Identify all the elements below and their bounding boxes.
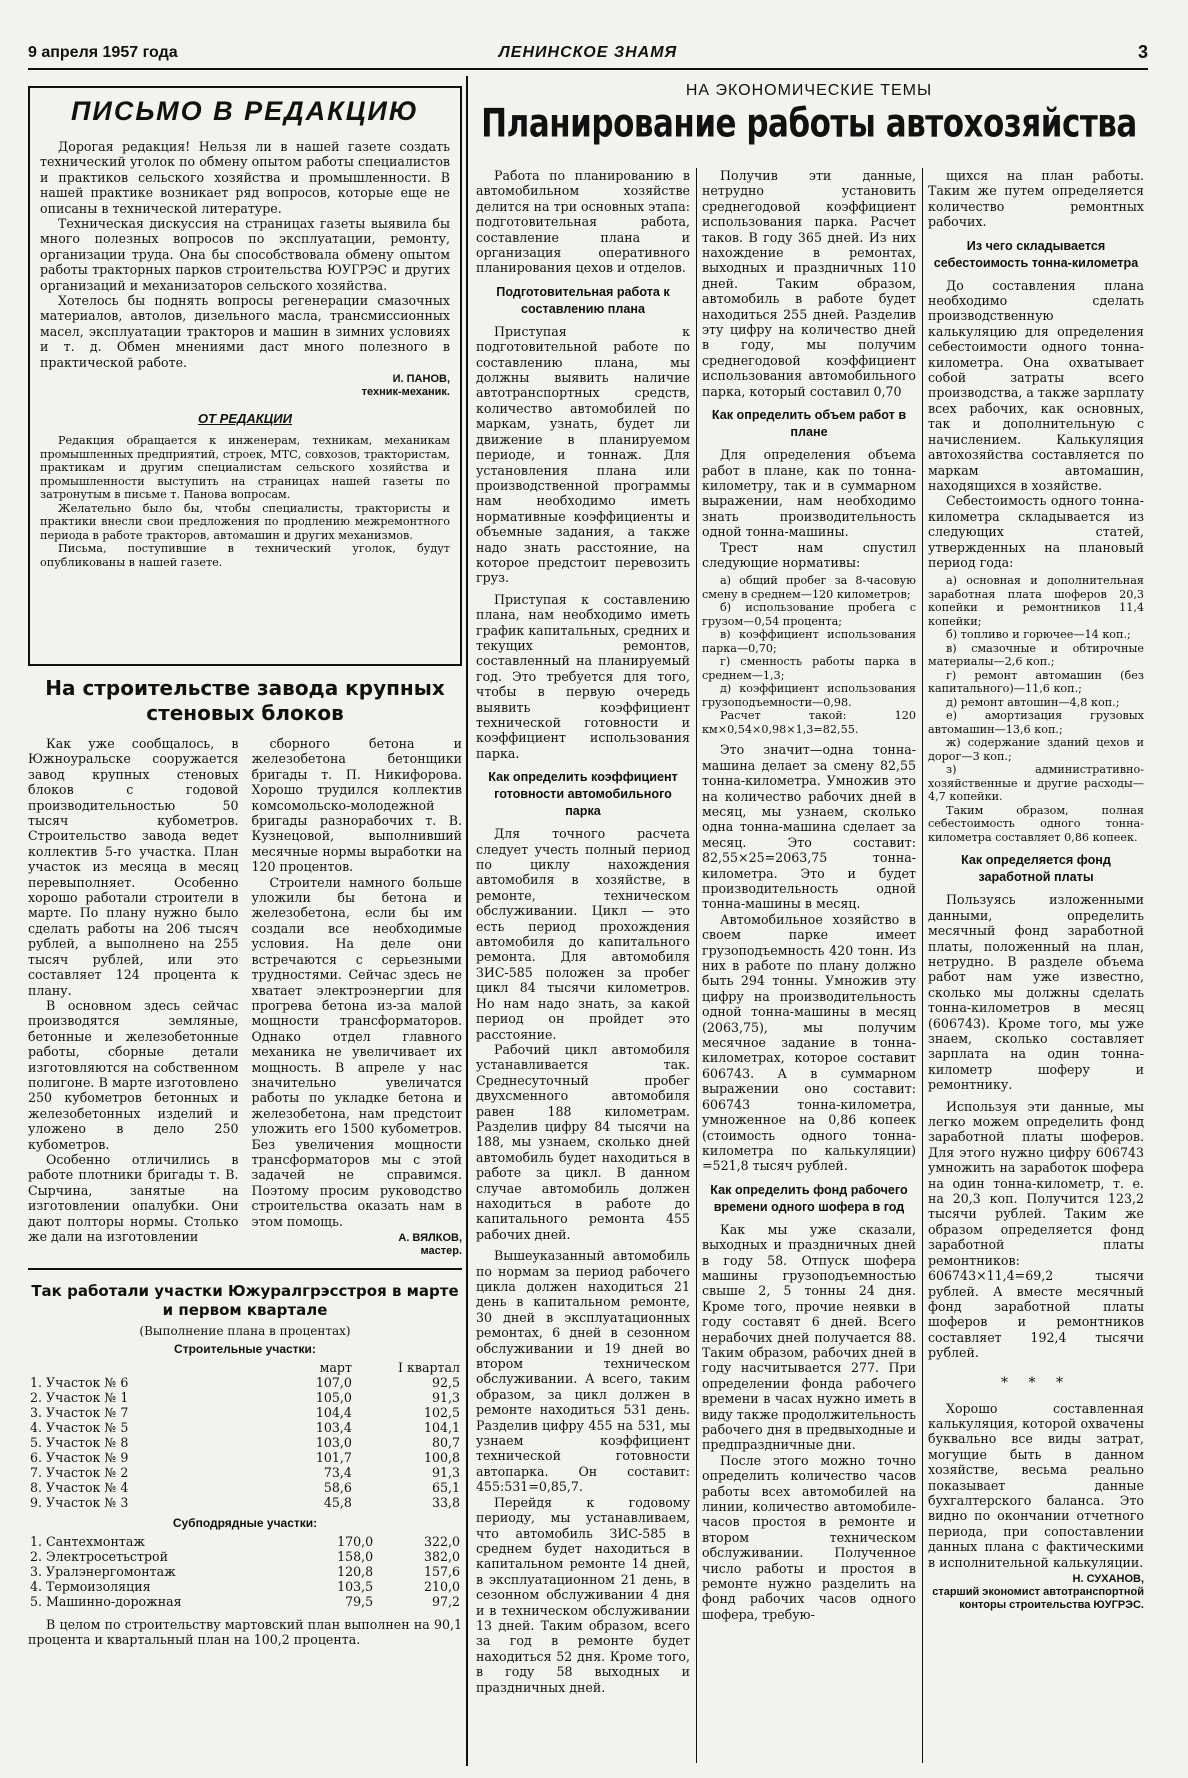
- subheading: Как определить коэффициент готовности автомобильного парка: [488, 770, 678, 819]
- issue-date: 9 апреля 1957 года: [28, 44, 178, 61]
- cost-total: Таким образом, полная себестоимость одного тонна-километра составляет 0,86 копеек.: [928, 803, 1144, 844]
- results-table-construction: [28, 1360, 462, 1510]
- factory-paragraph: Особенно отличились в работе плотники бригады т. В. Сырчина, занятые на изготовлении опалубки. Они дают полторы нормы. Столько же дали на изготовлении: [28, 1151, 239, 1244]
- section-kicker: НА ЭКОНОМИЧЕСКИЕ ТЕМЫ: [685, 82, 933, 99]
- subheading: Как определяется фонд заработной платы: [961, 853, 1111, 885]
- editor-paragraph: Желательно было бы, чтобы специалисты, трактористы и практики внесли свои предложения по продлению межремонтного периода в работе тракторов, автомашин и других механизмов.: [40, 501, 450, 542]
- row-quarter: 91,3: [431, 1465, 460, 1480]
- row-march: 73,4: [323, 1465, 352, 1480]
- row-name: 8. Участок № 4: [30, 1480, 129, 1495]
- norm-item: б) использование пробега с грузом—0,54 процента;: [702, 601, 916, 628]
- page-number: 3: [1137, 42, 1148, 62]
- factory-paragraph: Строители намного больше уложили бы бетона и железобетона, если бы им создали все необходимые условия. На деле они встречаются с серьезными трудностями. Сейчас здесь не хватает электроэнергии для прогрева бетона из-за малой мощности трансформаторов. Однако отдел главного механика не увеличивает их мощность. В апреле у нас значительно увеличатся работы по укладке бетона и железобетона, нам предстоит уложить его 1500 кубометров. Без увеличения мощности трансформаторов мы с этой задачей не справимся. Поэтому просим руководство строительства оказать нам в этом помощь.: [251, 874, 462, 1229]
- table-row: [28, 1534, 462, 1549]
- cost-item: д) ремонт автошин—4,8 коп.;: [946, 695, 1120, 709]
- row-march: 170,0: [337, 1534, 374, 1549]
- article-paragraph: Вышеуказанный автомобиль по нормам за период рабочего цикла должен находиться 21 день в капитальном ремонте, 30 дней в эксплуатационных ремонтах, 6 дней в сезонном обслуживании и 19 дней во втором техническом обслуживании. А всего, таким образом, за цикл должен в ремонте находиться 531 день. Разделив цифру 455 на 531, мы узнаем коэффициент технической готовности автопарка. Он составит: 455:531=0,85,7.: [476, 1248, 690, 1495]
- row-quarter: 97,2: [431, 1594, 460, 1609]
- norm-item: а) общий пробег за 8-часовую смену в среднем—120 километров;: [702, 574, 916, 601]
- table-footer: В целом по строительству мартовский план выполнен на 90,1 процента и квартальный план на 100,2 процента.: [28, 1617, 462, 1648]
- article-signature: Н. СУХАНОВ, старший экономист автотранспортной конторы строительства ЮУГРЭС.: [932, 1573, 1144, 1611]
- row-quarter: 157,6: [423, 1564, 460, 1579]
- row-march: 107,0: [315, 1375, 352, 1390]
- factory-paragraph: сборного бетона и железобетона бетонщики бригады т. П. Никифорова. Хорошо трудился коллектив комсомольско-молодежной бригады разнорабочих т. В. Кузнецовой, выполнивший месячные нормы выработки на 120 процентов.: [251, 736, 462, 875]
- norm-item: г) сменность работы парка в среднем—1,3;: [702, 655, 916, 682]
- col-header-march: март: [319, 1360, 352, 1375]
- table-row: [28, 1450, 462, 1465]
- factory-paragraph: В основном здесь сейчас производятся земляные, бетонные и железобетонные работы, сборные детали изготовляются на собственном полигоне. В марте изготовлено 250 кубометров бетонных и железобетонных изделий и уложено в дело 250 кубометров.: [28, 997, 239, 1152]
- article-paragraph: Как мы уже сказали, выходных и праздничных дней в году 58. Отпуск шофера машины грузоподъемностью свыше 2, 5 тонны 24 дня. Кроме того, прочие неявки в году составят 6 дней. Всего нерабочих дней получается 88. Таким образом, рабочих дней в году насчитывается 277. При определении фонда рабочего времени в часах нужно иметь в виду также продолжительность рабочего дня в предвыходные и предпраздничные дни.: [702, 1221, 916, 1453]
- table-row: [28, 1465, 462, 1480]
- column-rule: [696, 168, 697, 1763]
- letter-paragraph: Дорогая редакция! Нельзя ли в нашей газете создать технический уголок по обмену опытом работы специалистов и практиков сельского хозяйства и промышленности. В нашей практике возникает ряд вопросов, которые еще не описаны в технической литературе.: [40, 139, 450, 216]
- table-row: [28, 1549, 462, 1564]
- letter-title: ПИСЬМО В РЕДАКЦИЮ: [71, 96, 419, 126]
- table-row: [28, 1375, 462, 1390]
- row-name: 3. Участок № 7: [30, 1405, 129, 1420]
- masthead: [28, 40, 1148, 70]
- table-row: [28, 1579, 462, 1594]
- factory-title: На строительстве завода крупных стеновых блоков: [45, 676, 445, 725]
- article-paragraph: Это значит—одна тонна-машина делает за смену 82,55 тонна-километра. Умножив это на количество рабочих дней в месяц, мы узнаем, сколько одна тонна-машина сделает за месяц. Это составит: 82,55×25=2063,75 тонна-километра. Это и будет производительность одной тонна-машины в месяц.: [702, 742, 916, 912]
- section-separator: * * *: [1001, 1374, 1071, 1391]
- row-march: 103,0: [315, 1435, 352, 1450]
- col-header-quarter: I квартал: [398, 1360, 460, 1375]
- table-subtitle: (Выполнение плана в процентах): [139, 1324, 351, 1338]
- subheading: Как определить фонд рабочего времени одного шофера в год: [710, 1182, 908, 1214]
- divider: [28, 1268, 462, 1270]
- article-paragraph: Автомобильное хозяйство в своем парке имеет грузоподъемность 420 тонн. Из них в работе по плану должно быть 294 тонны. Умножив эту цифру на производительность одной тонна-машины в месяц (2063,75), мы получим месячное задание в тонна-километрах, которое составит 606743. А в суммарном выражении оно составит: 606743 тонна-километра, умноженное на 0,86 копеек (стоимость одного тонна-километра по калькуляции) =521,8 тысяч рублей.: [702, 911, 916, 1174]
- row-march: 158,0: [337, 1549, 374, 1564]
- row-quarter: 104,1: [423, 1420, 460, 1435]
- table-row: [28, 1390, 462, 1405]
- article-column-2: [702, 168, 916, 1622]
- table-title: Так работали участки Южуралгрэсстроя в марте и первом квартале: [31, 1282, 459, 1319]
- table-group-title: Субподрядные участки:: [172, 1516, 318, 1530]
- norm-item: в) коэффициент использования парка—0,70;: [702, 628, 916, 655]
- subheading: Как определить объем работ в плане: [711, 408, 907, 440]
- row-march: 103,5: [337, 1579, 374, 1594]
- editor-paragraph: Редакция обращается к инженерам, техникам, механикам промышленных предприятий, строек, МТС, совхозов, трактористам, практикам и другим специалистам сельского хозяйства и промышленности выступить на страницах нашей газеты по затронутым в письме т. Панова вопросам.: [40, 434, 450, 502]
- table-row: [28, 1564, 462, 1579]
- row-march: 79,5: [345, 1594, 374, 1609]
- row-march: 103,4: [315, 1420, 352, 1435]
- article-paragraph: Получив эти данные, нетрудно установить среднегодовой коэффициент использования парка. Расчет таков. В году 365 дней. Из них нахождение в ремонтах, выходных и праздничных 110 дней. Таким образом, автомобиль в работе будет находиться 255 дней. Разделив эту цифру на количество дней в году, мы получим среднегодовой коэффициент использования автомобильного парка, который составил 0,70: [702, 168, 916, 399]
- article-paragraph: Рабочий цикл автомобиля устанавливается так. Среднесуточный пробег двухсменного автомобиля равен 188 километрам. Разделив цифру 84 тысячи на 188, мы узнаем, сколько дней автомобиль будет находиться в работе за цикл. В данном случае автомобиль должен находиться в работе до капитального ремонта 455 рабочих дней.: [476, 1041, 690, 1242]
- row-quarter: 91,3: [431, 1390, 460, 1405]
- editor-note-title: ОТ РЕДАКЦИИ: [198, 411, 292, 427]
- factory-article: [28, 676, 462, 1258]
- row-march: 45,8: [323, 1495, 352, 1510]
- newspaper-title: ЛЕНИНСКОЕ ЗНАМЯ: [498, 44, 678, 61]
- cost-item: а) основная и дополнительная заработная плата шоферов 20,3 копейки и ремонтников 11,4 копейки;: [928, 574, 1144, 628]
- subheading: Из чего складывается себестоимость тонна-километра: [933, 238, 1139, 270]
- article-column-3: [928, 168, 1144, 1612]
- row-name: 2. Участок № 1: [30, 1390, 129, 1405]
- results-table-section: [28, 1282, 462, 1648]
- cost-item: ж) содержание зданий цехов и дорог—3 коп.;: [928, 736, 1144, 763]
- article-paragraph: Для точного расчета следует учесть полный период по циклу нахождения автомобиля в хозяйстве, в ремонте, техническом обслуживании. Цикл — это есть период прохождения автомобиля до капитального ремонта. Для автомобиля ЗИС-585 положен за пробег цикл 84 тысячи километров. Но нам надо знать, за какой период он пройдет это расстояние.: [476, 826, 690, 1042]
- row-quarter: 382,0: [423, 1549, 460, 1564]
- article-paragraph: Хорошо составленная калькуляция, которой охвачены буквально все виды затрат, могущие быть в данном хозяйстве, весьма реально показывает данные бухгалтерского баланса. Это видно по окончании отчетного периода, при сопоставлении данных плана с фактическими в исполнительной калькуляции.: [928, 1400, 1144, 1570]
- editor-paragraph: Письма, поступившие в технический уголок, будут опубликованы в нашей газете.: [40, 542, 450, 569]
- row-march: 58,6: [323, 1480, 352, 1495]
- column-rule: [466, 76, 468, 1766]
- article-paragraph: После этого можно точно определить количество часов работы всех автомобилей на линии, количество автомобиле-часов простоя в ремонте и втором техническом обслуживании. Полученное число работы и простоя в ремонте нужно разделить на фонд рабочих часов одного шофера, требую-: [702, 1452, 916, 1622]
- table-row: [28, 1495, 462, 1510]
- row-march: 105,0: [315, 1390, 352, 1405]
- cost-item: г) ремонт автомашин (без капитального)—11,6 коп.;: [928, 668, 1144, 696]
- row-name: 5. Участок № 8: [30, 1435, 129, 1450]
- row-march: 120,8: [337, 1564, 374, 1579]
- cost-item: б) топливо и горючее—14 коп.;: [946, 628, 1131, 642]
- article-paragraph: щихся на план работы. Таким же путем определяется количество ремонтных рабочих.: [928, 168, 1144, 230]
- letter-to-editor: [28, 86, 462, 666]
- letter-paragraph: Хотелось бы поднять вопросы регенерации смазочных материалов, автолов, дизельного масла, трансмиссионных масел, эксплуатации тракторов и машин в зимних условиях и т. д. Обмен мнениями даст много полезного в практической работе.: [40, 293, 450, 370]
- table-row: [28, 1594, 462, 1609]
- row-name: 1. Сантехмонтаж: [30, 1534, 145, 1549]
- table-row: [28, 1480, 462, 1495]
- table-group-title: Строительные участки:: [174, 1342, 316, 1356]
- row-quarter: 100,8: [423, 1450, 460, 1465]
- article-paragraph: До составления плана необходимо сделать производственную калькуляцию для определения себестоимости одного тонна-километра. Она охватывает собой затраты всего производства, а также зарплату всех рабочих, как основных, так и дополнительную с начислением. Калькуляция автохозяйства составляется по маркам автомашин, находящихся в хозяйстве.: [928, 277, 1144, 493]
- row-march: 104,4: [315, 1405, 352, 1420]
- row-quarter: 102,5: [423, 1405, 460, 1420]
- row-name: 4. Термоизоляция: [30, 1579, 151, 1594]
- row-name: 5. Машинно-дорожная: [30, 1594, 182, 1609]
- row-quarter: 92,5: [431, 1375, 460, 1390]
- letter-paragraph: Техническая дискуссия на страницах газеты выявила бы много полезных вопросов по эксплуатации, ремонту, организации труда. Она бы способствовала обмену опытом работы тракторных парков строительства ЮУГРЭС и других организаций и механизаторов сельского хозяйства.: [40, 216, 450, 293]
- row-name: 7. Участок № 2: [30, 1465, 129, 1480]
- article-paragraph: Для определения объема работ в плане, как по тонна-километру, так и в суммарном выражении, нам необходимо знать производительность одной тонна-машины.: [702, 447, 916, 540]
- row-name: 2. Электросетьстрой: [30, 1549, 168, 1564]
- article-paragraph: Приступая к составлению плана, нам необходимо иметь график капитальных, средних и текущих ремонтов, составленный на планируемый год. Это требуется для того, чтобы в первую очередь выявить коэффициент технической готовности и коэффициент использования парка.: [476, 591, 690, 761]
- column-rule: [922, 168, 923, 1763]
- article-paragraph: Используя эти данные, мы легко можем определить фонд заработной платы шоферов. Для этого нужно цифру 606743 умножить на заработок шофера на один тонна-километр, т. е. на 20,3 коп. Получится 123,2 тысячи рублей. Таким же образом определяется фонд заработной платы ремонтников: 606743×11,4=69,2 тысячи рублей. А вместе месячный фонд заработной платы шоферов и ремонтников составляет 192,4 тысячи рублей.: [928, 1098, 1144, 1361]
- article-column-1: [476, 168, 690, 1695]
- factory-paragraph: Как уже сообщалось, в Южноуральске сооружается завод крупных стеновых блоков с годовой производительностью 50 тысяч кубометров. Строительство завода ведет коллектив 5-го участка. План участок из месяца в месяц перевыполняет. Особенно хорошо работали строители в марте. По плану нужно было сделать работы на 206 тысяч рублей, а выполнено на 255 тысяч рублей, или это составляет 124 процента к плану.: [28, 736, 239, 998]
- row-quarter: 33,8: [431, 1495, 460, 1510]
- row-quarter: 80,7: [431, 1435, 460, 1450]
- cost-item: з) административно-хозяйственные и другие расходы—4,7 копейки.: [928, 763, 1144, 804]
- norm-item: Расчет такой: 120 км×0,54×0,98×1,3=82,55.: [702, 709, 916, 736]
- row-name: 3. Уралэнергомонтаж: [30, 1564, 176, 1579]
- subheading: Подготовительная работа к составлению плана: [496, 284, 670, 316]
- row-name: 9. Участок № 3: [30, 1495, 129, 1510]
- row-quarter: 210,0: [423, 1579, 460, 1594]
- article-paragraph: Перейдя к годовому периоду, мы устанавливаем, что автомобиль ЗИС-585 в среднем будет находиться в капитальном ремонте 14 дней, в эксплуатационном 21 день, в сезонном обслуживании 4 дня и в техническом обслуживании 13 дней. Таким образом, всего за год в ремонте будет находиться 52 дня. Кроме того, в году 58 выходных и праздничных дней.: [476, 1494, 690, 1695]
- table-header-row: [28, 1360, 462, 1375]
- letter-signature: И. ПАНОВ, техник-механик.: [361, 373, 450, 399]
- row-march: 101,7: [315, 1450, 352, 1465]
- row-name: 6. Участок № 9: [30, 1450, 129, 1465]
- norm-item: д) коэффициент использования грузоподъемности—0,98.: [702, 682, 916, 709]
- row-quarter: 65,1: [431, 1480, 460, 1495]
- factory-signature: А. ВЯЛКОВ, мастер.: [398, 1232, 462, 1257]
- article-paragraph: Работа по планированию в автомобильном хозяйстве делится на три основных этапа: подготовительная работа, составление плана и организация оперативного планирования цехов и отделов.: [476, 168, 690, 276]
- results-table-subcontract: [28, 1534, 462, 1609]
- article-paragraph: Себестоимость одного тонна-километра складывается из следующих статей, утвержденных на плановый период года:: [928, 493, 1144, 570]
- cost-item: в) смазочные и обтирочные материалы—2,6 коп.;: [928, 641, 1144, 669]
- row-name: 4. Участок № 5: [30, 1420, 129, 1435]
- article-paragraph: Пользуясь изложенными данными, определить месячный фонд заработной платы, положенный на план, нетрудно. В разделе объема работ нам уже известно, сколько мы должны сделать тонна-километров в месяц (606743). Кроме того, мы уже знаем, сколько составляет зарплата на один тонна-километр шоферу и ремонтнику.: [928, 892, 1144, 1093]
- cost-item: е) амортизация грузовых автомашин—13,6 коп.;: [928, 709, 1144, 736]
- article-paragraph: Приступая к подготовительной работе по составлению плана, мы должны выявить наличие автотранспортных средств, количество автомобилей по маркам, узнать, будет ли движение в планируемом периоде, и тоннаж. Для установления плана или производственной программы нам необходимо иметь нормативные коэффициенты и объемные задания, а также надо знать расстояние, на которое предстоит перевозить груз.: [476, 323, 690, 586]
- table-row: [28, 1435, 462, 1450]
- row-name: 1. Участок № 6: [30, 1375, 129, 1390]
- article-title: Планирование работы автохозяйства: [481, 101, 1137, 147]
- article-paragraph: Трест нам спустил следующие нормативы:: [702, 539, 916, 570]
- table-row: [28, 1405, 462, 1420]
- table-row: [28, 1420, 462, 1435]
- row-quarter: 322,0: [423, 1534, 460, 1549]
